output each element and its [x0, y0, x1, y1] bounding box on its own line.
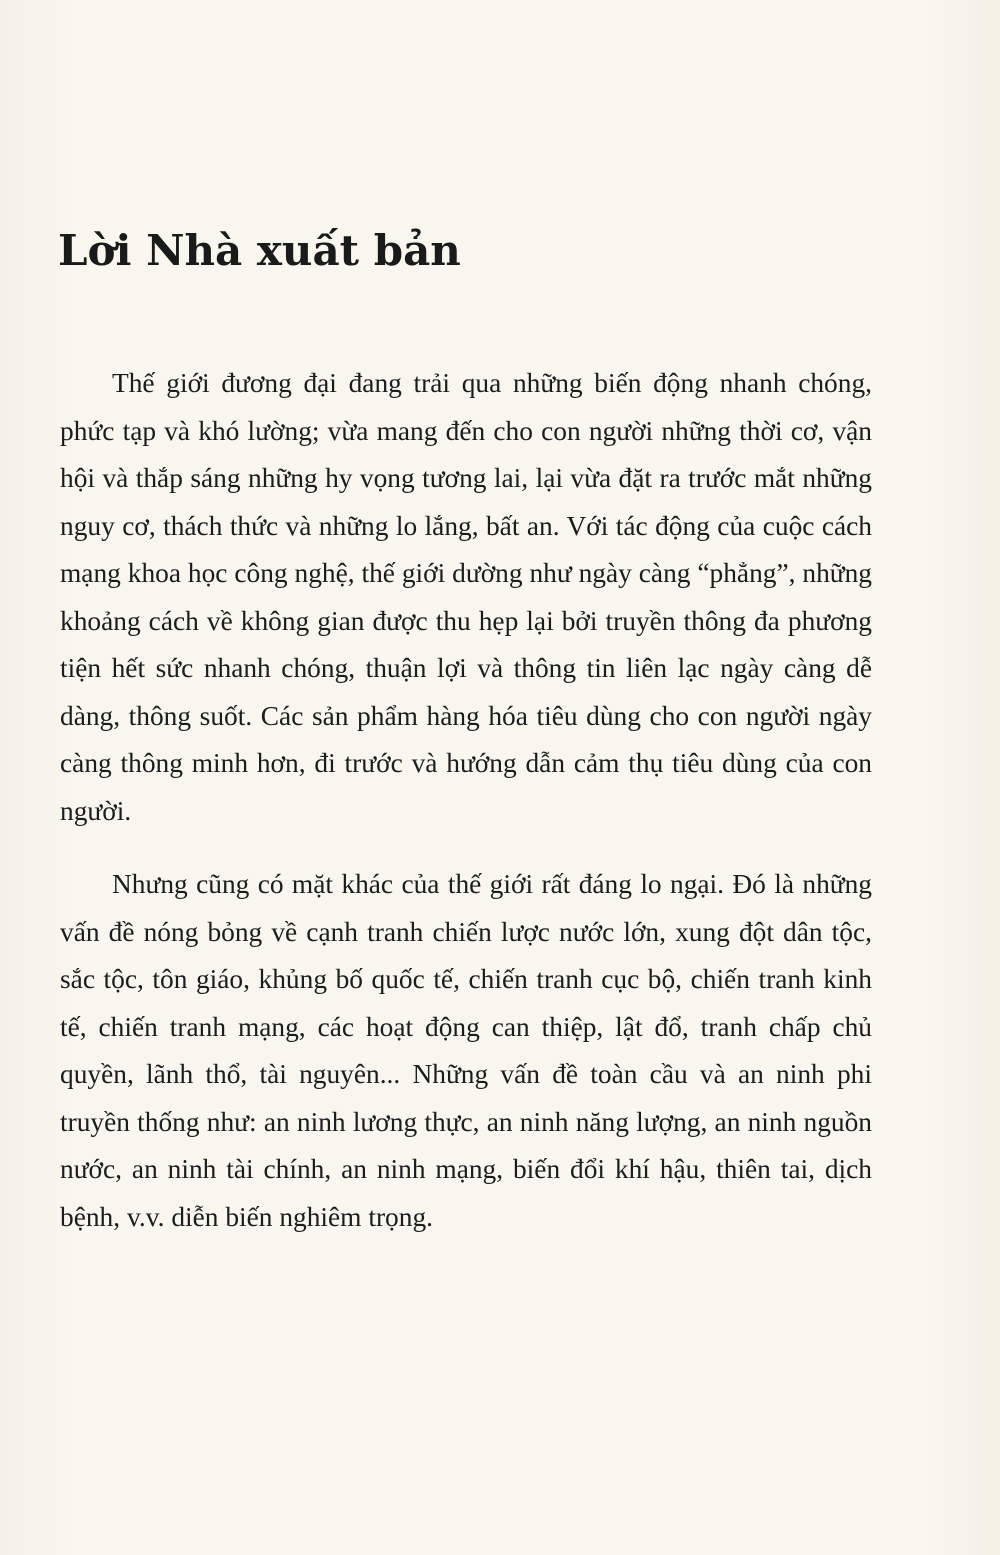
paragraph-1: Thế giới đương đại đang trải qua những biến động nhanh chóng, phức tạp và khó lường; vừa mang đến cho con người những thời cơ, vận hội và thắp sáng những hy vọng tương lai, lại vừa đặt ra trước mắt những nguy cơ, thách thức và những lo lắng, bất an. Với tác động của cuộc cách mạng khoa học công nghệ, thế giới dường như ngày càng “phẳng”, những khoảng cách về không gian được thu hẹp lại bởi truyền thông đa phương tiện hết sức nhanh chóng, thuận lợi và thông tin liên lạc ngày càng dễ dàng, thông suốt. Các sản phẩm hàng hóa tiêu dùng cho con người ngày càng thông minh hơn, đi trước và hướng dẫn cảm thụ tiêu dùng của con người.: [60, 368, 872, 826]
body-text: [60, 360, 872, 1241]
paragraph-2: Nhưng cũng có mặt khác của thế giới rất đáng lo ngại. Đó là những vấn đề nóng bỏng về cạnh tranh chiến lược nước lớn, xung đột dân tộc, sắc tộc, tôn giáo, khủng bố quốc tế, chiến tranh cục bộ, chiến tranh kinh tế, chiến tranh mạng, các hoạt động can thiệp, lật đổ, tranh chấp chủ quyền, lãnh thổ, tài nguyên... Những vấn đề toàn cầu và an ninh phi truyền thống như: an ninh lương thực, an ninh năng lượng, an ninh nguồn nước, an ninh tài chính, an ninh mạng, biến đổi khí hậu, thiên tai, dịch bệnh, v.v. diễn biến nghiêm trọng.: [60, 869, 872, 1232]
page-title: Lời Nhà xuất bản: [58, 226, 461, 275]
